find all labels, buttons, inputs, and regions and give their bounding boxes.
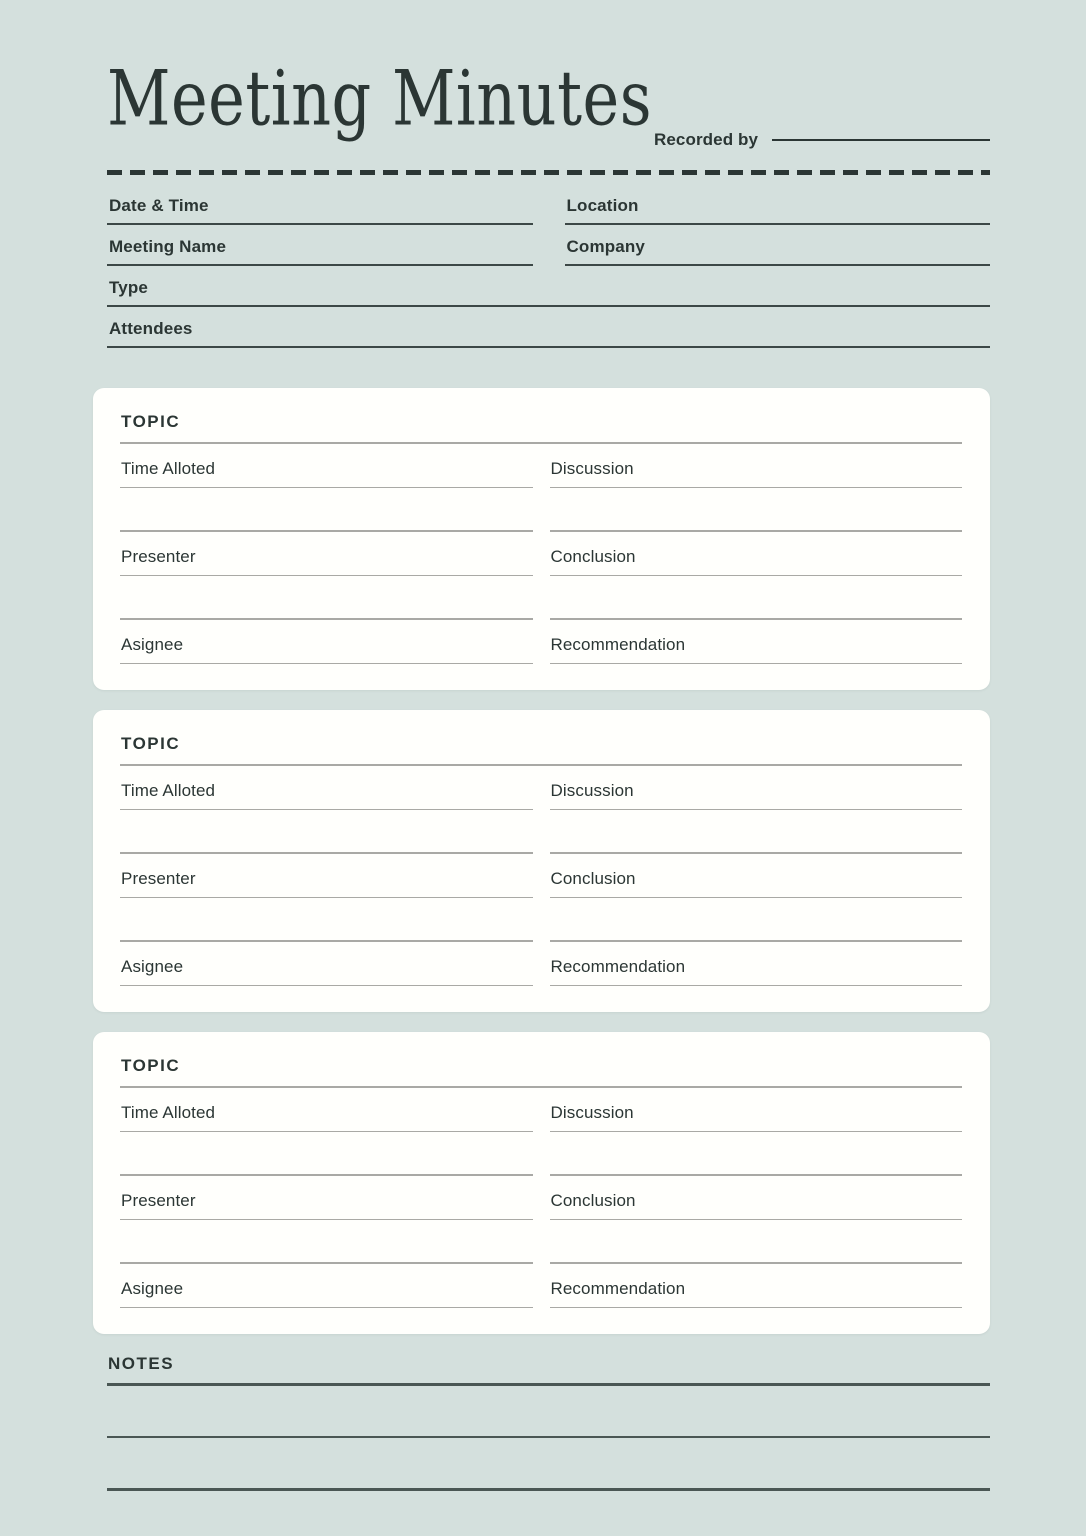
field-write-space[interactable] (120, 1132, 533, 1174)
field-write-space[interactable] (120, 488, 533, 530)
field-label: Presenter (121, 546, 196, 566)
field-discussion[interactable] (550, 1088, 963, 1176)
header-field-row (107, 307, 990, 348)
field-write-space[interactable] (120, 1220, 533, 1262)
field-date-time[interactable] (107, 184, 533, 225)
field-write-space[interactable] (120, 810, 533, 852)
topic-card (93, 388, 990, 690)
topic-cards (0, 388, 1086, 1334)
field-label: Company (566, 237, 646, 256)
field-company[interactable] (565, 225, 991, 266)
title-row (107, 44, 990, 149)
topic-card (93, 710, 990, 1012)
field-write-line[interactable] (120, 985, 533, 987)
notes-write-line[interactable] (107, 1488, 990, 1491)
field-conclusion[interactable] (550, 854, 963, 942)
notes-write-space[interactable] (107, 1438, 990, 1488)
field-write-line[interactable] (120, 1307, 533, 1309)
field-write-space[interactable] (550, 1132, 963, 1174)
topic-heading: TOPIC (121, 734, 181, 753)
field-label: Conclusion (550, 546, 636, 566)
field-label: Recommendation (550, 634, 686, 654)
field-label: Recommendation (550, 1278, 686, 1298)
field-meeting-name[interactable] (107, 225, 533, 266)
field-label: Asignee (121, 1278, 184, 1298)
field-label: Discussion (550, 458, 634, 478)
field-write-space[interactable] (550, 1220, 963, 1262)
field-label: Presenter (121, 868, 196, 888)
field-recommendation[interactable] (550, 1264, 963, 1309)
field-time-alloted[interactable] (120, 1088, 533, 1176)
header-field-row (107, 266, 990, 307)
field-label: Date & Time (109, 196, 209, 215)
field-time-alloted[interactable] (120, 766, 533, 854)
topic-left-column (120, 1088, 533, 1309)
field-label: Discussion (550, 1102, 634, 1122)
field-type[interactable] (107, 266, 990, 307)
field-label: Time Alloted (121, 1102, 216, 1122)
topic-right-column (550, 1088, 963, 1309)
field-write-line[interactable] (550, 985, 963, 987)
topic-left-column (120, 766, 533, 987)
field-recommendation[interactable] (550, 942, 963, 987)
recorded-by-write-line[interactable] (772, 139, 990, 141)
field-discussion[interactable] (550, 766, 963, 854)
notes-heading: NOTES (108, 1354, 175, 1373)
field-write-space[interactable] (550, 898, 963, 940)
field-recommendation[interactable] (550, 620, 963, 665)
topic-field-grid (120, 444, 962, 665)
topic-heading: TOPIC (121, 1056, 181, 1075)
field-asignee[interactable] (120, 620, 533, 665)
field-write-line[interactable] (120, 663, 533, 665)
document-header (0, 0, 1086, 175)
field-discussion[interactable] (550, 444, 963, 532)
field-label: Time Alloted (121, 458, 216, 478)
field-write-line[interactable] (550, 1307, 963, 1309)
page-title: Meeting Minutes (107, 53, 653, 143)
recorded-by-label: Recorded by (654, 130, 759, 149)
header-dashed-divider (107, 170, 990, 175)
field-write-space[interactable] (120, 898, 533, 940)
notes-write-space[interactable] (107, 1386, 990, 1436)
field-presenter[interactable] (120, 1176, 533, 1264)
field-label: Location (566, 196, 639, 215)
field-location[interactable] (565, 184, 991, 225)
field-presenter[interactable] (120, 854, 533, 942)
field-label: Discussion (550, 780, 634, 800)
topic-left-column (120, 444, 533, 665)
field-label: Asignee (121, 634, 184, 654)
field-write-space[interactable] (550, 576, 963, 618)
field-time-alloted[interactable] (120, 444, 533, 532)
header-field-row (107, 184, 990, 225)
topic-card (93, 1032, 990, 1334)
field-write-line[interactable] (107, 346, 990, 348)
field-asignee[interactable] (120, 942, 533, 987)
topic-field-grid (120, 766, 962, 987)
field-label: Presenter (121, 1190, 196, 1210)
field-conclusion[interactable] (550, 1176, 963, 1264)
header-field-row (107, 225, 990, 266)
field-write-space[interactable] (120, 576, 533, 618)
topic-field-grid (120, 1088, 962, 1309)
field-label: Type (109, 278, 149, 297)
notes-section (0, 1354, 1086, 1491)
field-label: Time Alloted (121, 780, 216, 800)
recorded-by-field[interactable] (654, 130, 990, 150)
topic-right-column (550, 766, 963, 987)
field-label: Attendees (109, 319, 193, 338)
topic-right-column (550, 444, 963, 665)
field-write-line[interactable] (550, 663, 963, 665)
field-write-space[interactable] (550, 488, 963, 530)
field-write-space[interactable] (550, 810, 963, 852)
field-presenter[interactable] (120, 532, 533, 620)
topic-heading: TOPIC (121, 412, 181, 431)
field-label: Conclusion (550, 1190, 636, 1210)
field-label: Recommendation (550, 956, 686, 976)
field-label: Meeting Name (109, 237, 227, 256)
field-label: Conclusion (550, 868, 636, 888)
header-fields (0, 184, 1086, 348)
field-asignee[interactable] (120, 1264, 533, 1309)
field-conclusion[interactable] (550, 532, 963, 620)
field-label: Asignee (121, 956, 184, 976)
field-attendees[interactable] (107, 307, 990, 348)
